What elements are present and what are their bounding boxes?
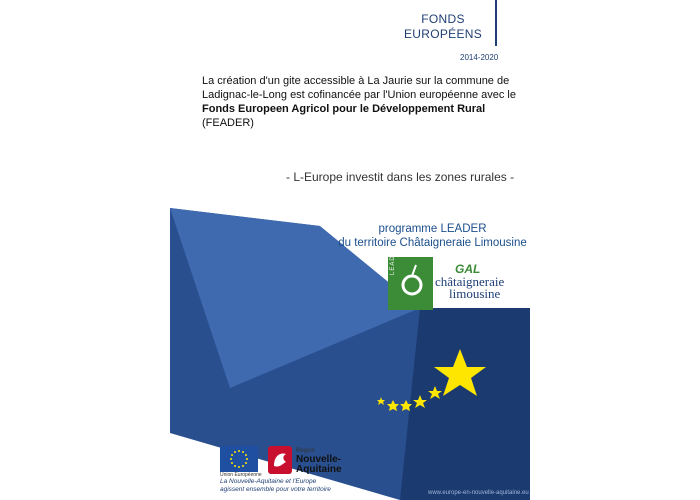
header-divider [495,0,497,46]
tagline [220,478,331,494]
region-name-line2: Aquitaine [296,464,342,475]
intro-part1: La création d'un gite accessible à La Jaurie sur la commune de Ladignac-le-Long est cofinancée par l'Union européenne avec le [202,75,516,101]
fonds-line2: EUROPÉENS [403,27,483,41]
leader-vertical-label: LEADER [390,244,396,275]
footer-url: www.europe-en-nouvelle-aquitaine.eu [428,490,529,496]
gal-label: GAL [455,262,481,276]
eu-caption: Union Européenne [220,472,262,478]
leader-logo-icon [388,244,433,310]
region-name-line1: Nouvelle- [296,454,342,465]
slogan: - L-Europe investit dans les zones rurales - [286,170,515,184]
fonds-europeens-title [398,12,488,42]
period-label: 2014-2020 [460,53,499,62]
gal-name-line1: châtaigneraie [435,274,505,289]
eu-stars-icon [220,446,258,472]
poster [170,0,530,500]
leader-title [335,222,530,250]
eu-flag-icon [220,446,258,472]
region-name [296,455,342,475]
fonds-line1: FONDS [421,12,465,26]
gal-name-line2: limousine [449,286,501,301]
intro-part2: (FEADER) [202,117,254,129]
intro-bold: Fonds Europeen Agricol pour le Développement Rural [202,103,486,115]
tagline-line1: La Nouvelle-Aquitaine et l'Europe [220,478,317,485]
intro-text [202,74,527,130]
leader-line1: programme LEADER [378,223,487,235]
tagline-line2: agissent ensemble pour votre territoire [220,486,331,493]
leader-line2: du territoire Châtaigneraie Limousine [338,237,527,249]
nouvelle-aquitaine-logo-icon [268,446,292,474]
region-label: Région [296,448,316,454]
lion-icon [268,446,292,474]
gal-logo-text [435,262,530,300]
